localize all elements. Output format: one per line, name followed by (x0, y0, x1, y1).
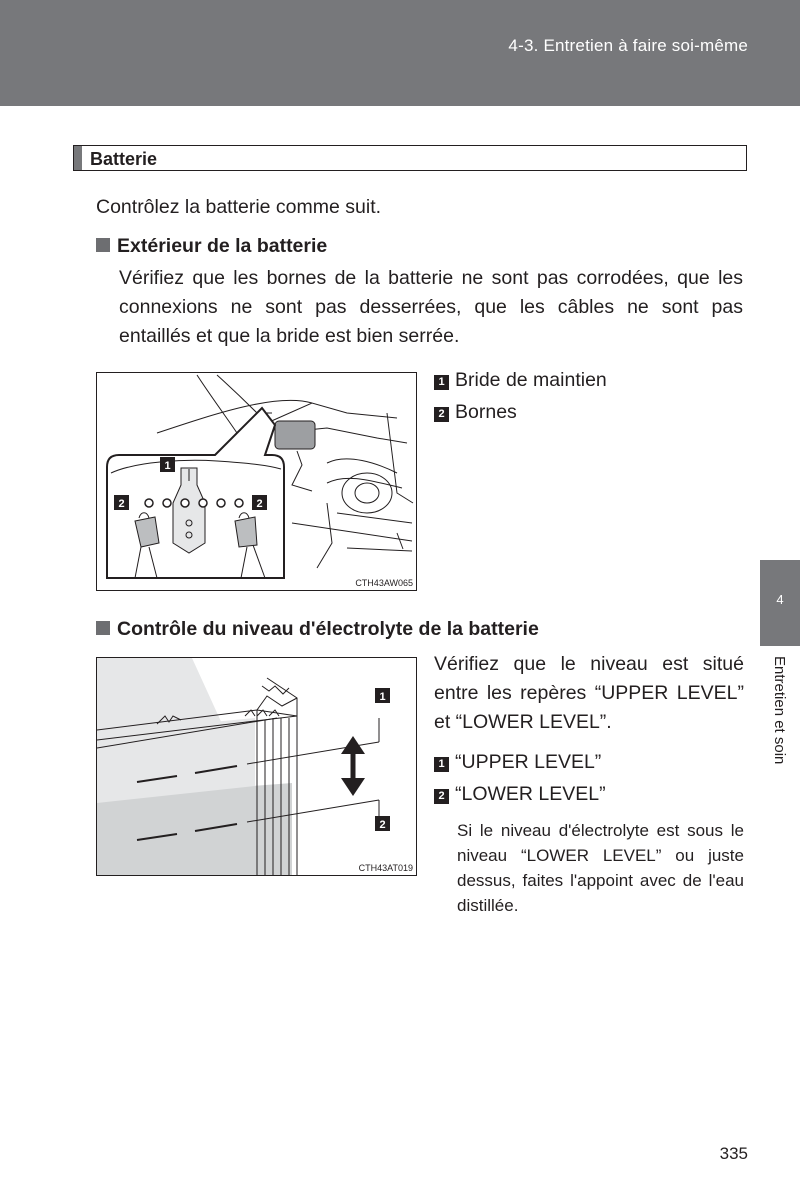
section-accent-bar (74, 146, 82, 170)
electrolyte-heading (96, 618, 539, 641)
svg-text:1: 1 (164, 460, 171, 472)
electrolyte-level-illustration (97, 658, 417, 876)
battery-terminals-illustration (97, 373, 417, 591)
distilled-water-note: Si le niveau d'électrolyte est sous le niveau “LOWER LEVEL” ou juste dessus, faites l'appoint avec de l'eau distillée. (457, 821, 744, 915)
page-header (0, 0, 800, 106)
legend-item (434, 369, 607, 392)
battery-terminals-figure (96, 372, 417, 591)
legend-label: Bride de maintien (455, 369, 607, 391)
legend-label: Bornes (455, 401, 517, 423)
number-2-badge: 2 (434, 789, 449, 804)
electrolyte-paragraph: Vérifiez que le niveau est situé entre les repères “UPPER LEVEL” et “LOWER LEVEL”. (434, 653, 744, 733)
exterior-heading (96, 235, 327, 258)
legend-label: “UPPER LEVEL” (455, 751, 602, 773)
section-title: Batterie (90, 149, 158, 169)
svg-text:2: 2 (256, 498, 263, 510)
exterior-heading-text: Extérieur de la batterie (117, 235, 328, 257)
chapter-number: 4 (776, 592, 784, 607)
electrolyte-heading-text: Contrôle du niveau d'électrolyte de la batterie (117, 618, 539, 640)
square-bullet-icon (96, 238, 110, 252)
svg-text:1: 1 (379, 691, 386, 703)
electrolyte-level-figure (96, 657, 417, 876)
legend-label: “LOWER LEVEL” (455, 783, 606, 805)
intro-text: Contrôlez la batterie comme suit. (96, 196, 382, 218)
chapter-tab (760, 560, 800, 646)
chapter-label (760, 656, 800, 796)
svg-text:2: 2 (379, 819, 386, 831)
figure-code: CTH43AW065 (355, 578, 413, 588)
number-1-badge: 1 (434, 757, 449, 772)
svg-text:2: 2 (118, 498, 125, 510)
legend-item (434, 783, 606, 806)
number-1-badge: 1 (434, 375, 449, 390)
chapter-label-text: Entretien et soin (771, 656, 788, 765)
section-title-box (73, 145, 747, 171)
legend-item (434, 401, 517, 424)
figure-code: CTH43AT019 (358, 863, 413, 873)
exterior-paragraph: Vérifiez que les bornes de la batterie ne sont pas corrodées, que les connexions ne sont pas desserrées, que les câbles ne sont pas entaillés et que la bride est bien serrée. (119, 267, 743, 347)
square-bullet-icon (96, 621, 110, 635)
page-number: 335 (719, 1144, 748, 1163)
number-2-badge: 2 (434, 407, 449, 422)
legend-item (434, 751, 601, 774)
breadcrumb: 4-3. Entretien à faire soi-même (508, 36, 748, 55)
